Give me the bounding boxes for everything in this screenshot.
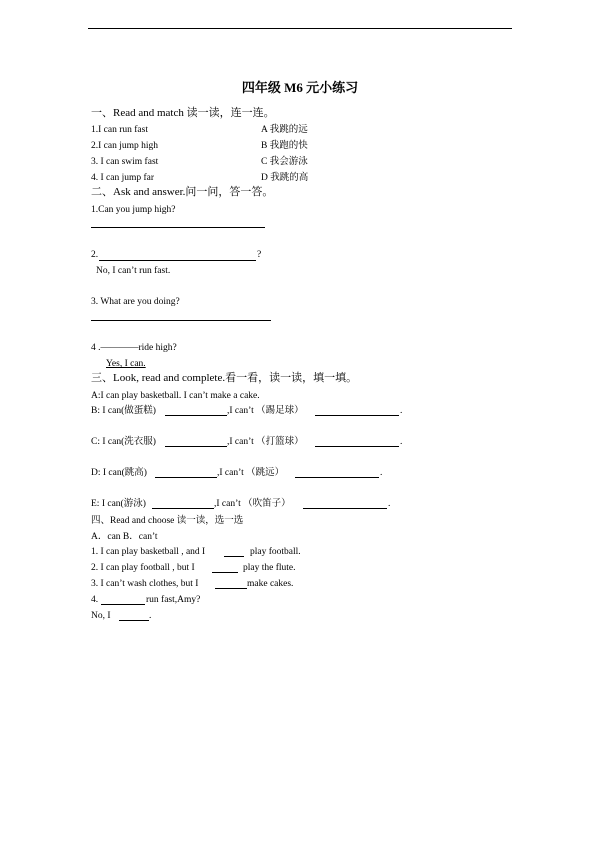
- section3-item-c-mid: ,I can’t （打篮球）: [227, 437, 304, 447]
- section3-item-d-mid: ,I can’t （跳远）: [217, 468, 285, 478]
- header-rule: [88, 28, 512, 29]
- section3-item-d-end: .: [380, 468, 383, 478]
- question-1: 1.Can you jump high?: [91, 205, 176, 215]
- answer-line-2[interactable]: [99, 260, 256, 261]
- section4-heading: 四、Read and choose 读一读，选一选: [91, 516, 244, 526]
- question-4: [91, 342, 177, 354]
- question-2-answer: No, I can’t run fast.: [96, 266, 171, 276]
- answer-line-3[interactable]: [91, 320, 271, 321]
- match-right-a: A 我跳的远: [261, 125, 308, 135]
- section4-q3-text: 3. I can’t wash clothes, but I: [91, 579, 199, 589]
- section1-heading: 一、Read and match 读一读，连一连。: [91, 107, 275, 119]
- section4-q1-rest: play football.: [250, 547, 301, 557]
- section4-blank-2[interactable]: [212, 572, 238, 573]
- section3-item-b-mid: ,I can’t （踢足球）: [227, 406, 304, 416]
- section3-heading: 三、Look, read and complete.看一看，读一读，填一填。: [91, 372, 358, 384]
- section3-item-d-prefix: D: I can(跳高): [91, 468, 147, 478]
- match-right-b: B 我跑的快: [261, 141, 308, 151]
- section3-item-c-prefix: C: I can(洗衣服): [91, 437, 156, 447]
- blank-c-1[interactable]: [165, 446, 227, 447]
- blank-d-1[interactable]: [155, 477, 217, 478]
- section4-blank-4[interactable]: [101, 604, 145, 605]
- section4-blank-1[interactable]: [224, 556, 244, 557]
- question-2-mark: ?: [257, 250, 262, 260]
- blank-b-1[interactable]: [165, 415, 227, 416]
- blank-d-2[interactable]: [295, 477, 379, 478]
- section4-q1-text: 1. I can play basketball , and I: [91, 547, 206, 557]
- section3-item-c-end: .: [400, 437, 403, 447]
- section4-blank-5[interactable]: [119, 620, 149, 621]
- match-left-2: 2.I can jump high: [91, 141, 159, 151]
- section4-q2-text: 2. I can play football , but I: [91, 563, 195, 573]
- blank-e-2[interactable]: [303, 508, 387, 509]
- match-right-c: C 我会游泳: [261, 157, 308, 167]
- section3-example: A:I can play basketball. I can’t make a cake.: [91, 391, 260, 401]
- question-4-blank[interactable]: ————: [100, 343, 139, 353]
- blank-e-1[interactable]: [152, 508, 214, 509]
- section3-item-b-end: .: [400, 406, 403, 416]
- section4-q4-text: 4.: [91, 595, 99, 605]
- match-right-d: D 我跳的高: [261, 173, 309, 183]
- question-4-answer: Yes, I can.: [106, 359, 146, 369]
- blank-b-2[interactable]: [315, 415, 399, 416]
- section4-q5-text: No, I: [91, 611, 111, 621]
- question-4-text: ride high?: [138, 343, 177, 353]
- section2-heading: 二、Ask and answer.问一问，答一答。: [91, 186, 274, 198]
- section4-blank-3[interactable]: [215, 588, 247, 589]
- blank-c-2[interactable]: [315, 446, 399, 447]
- section3-item-e-mid: ,I can’t （吹笛子）: [214, 499, 291, 509]
- question-3: 3. What are you doing?: [91, 297, 180, 307]
- section4-q4-rest: run fast,Amy?: [146, 595, 201, 605]
- question-2-prefix: 2.: [91, 250, 99, 260]
- match-left-4: 4. I can jump far: [91, 173, 155, 183]
- section4-q3-rest: make cakes.: [247, 579, 294, 589]
- question-4-prefix: 4 .: [91, 343, 101, 353]
- match-left-3: 3. I can swim fast: [91, 157, 159, 167]
- answer-line-1[interactable]: [91, 227, 265, 228]
- section3-item-e-prefix: E: I can(游泳): [91, 499, 146, 509]
- section4-options: A．can B．can’t: [91, 532, 158, 542]
- section4-q5-rest: .: [149, 611, 152, 621]
- section4-q2-rest: play the flute.: [243, 563, 296, 573]
- section3-item-e-end: .: [388, 499, 391, 509]
- match-left-1: 1.I can run fast: [91, 125, 148, 135]
- page-title: 四年级 M6 元小练习: [241, 80, 359, 95]
- section3-item-b-prefix: B: I can(做蛋糕): [91, 406, 156, 416]
